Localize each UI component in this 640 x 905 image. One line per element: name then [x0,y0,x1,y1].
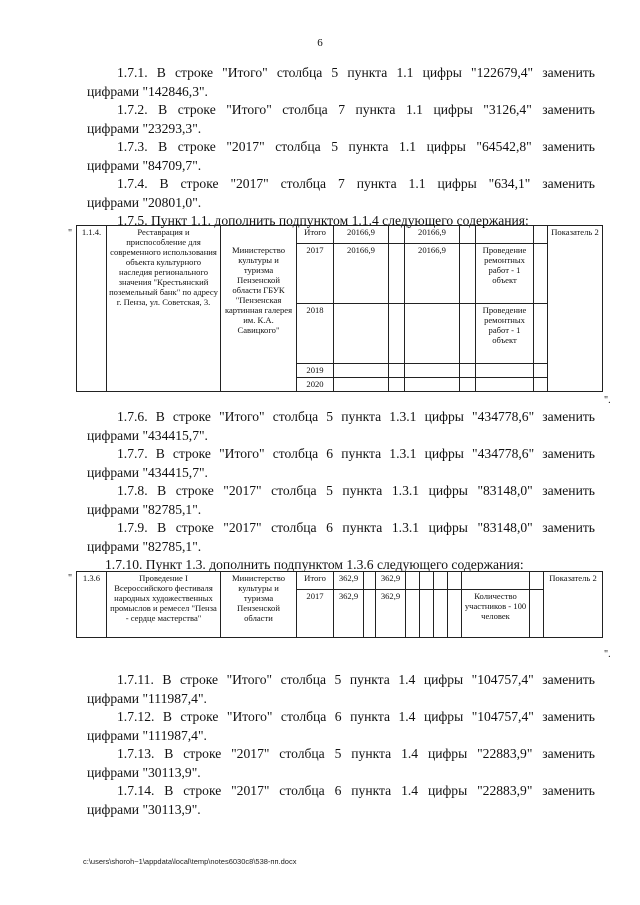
table-cell [534,226,548,244]
table-cell [460,304,476,364]
table-cell-indicator: Показатель 2 [548,226,603,392]
open-quote: " [68,573,73,584]
table-cell-total: 362,9 [334,572,364,590]
amendments-block-b [87,408,595,575]
amendment-line: 1.7.9. В строке "2017" столбца 6 пункта 1.3.1 цифры "83148,0" заменить [117,520,595,535]
table-cell-year: Итого [297,226,334,244]
amendment-line: 1.7.1. В строке "Итого" столбца 5 пункта 1.1 цифры "122679,4" заменить [117,65,595,80]
table-cell [389,304,405,364]
amendment-line: цифрами "84709,7". [87,157,202,173]
table-cell-total: 20166,9 [334,226,389,244]
table-cell-total: 362,9 [334,590,364,638]
close-quote: ". [604,649,611,660]
amendment-line: 1.7.4. В строке "2017" столбца 7 пункта 1.1 цифры "634,1" заменить [117,176,595,191]
table-cell-year: 2017 [297,590,334,638]
table-cell-total [334,304,389,364]
table-cell-year: 2018 [297,304,334,364]
table-cell [434,572,448,590]
table-cell [406,572,420,590]
amendment-line: цифрами "142846,3". [87,83,208,99]
table-cell [389,226,405,244]
amendment-line: 1.7.12. В строке "Итого" столбца 6 пункта 1.4 цифры "104757,4" заменить [117,709,595,724]
table-cell-year: Итого [297,572,334,590]
table-cell-value: 20166,9 [405,244,460,304]
table-cell-num: 1.3.6 [77,572,107,638]
subitem-table-1-1-4 [76,225,603,392]
table-cell-num: 1.1.4. [77,226,107,392]
table-cell [364,572,376,590]
page-number: 6 [317,37,323,49]
table-cell [476,378,534,392]
table-cell [221,226,297,244]
table-cell [405,378,460,392]
table-cell-total: 20166,9 [334,244,389,304]
table-cell-result: Количество участников - 100 человек [462,590,530,638]
table-cell [389,364,405,378]
amendment-line: 1.7.13. В строке "2017" столбца 5 пункта 1.4 цифры "22883,9" заменить [117,746,595,761]
amendment-line: 1.7.8. В строке "2017" столбца 5 пункта 1.3.1 цифры "83148,0" заменить [117,483,595,498]
table-cell-value [405,304,460,364]
amendment-line: 1.7.14. В строке "2017" столбца 6 пункта 1.4 цифры "22883,9" заменить [117,783,595,798]
table-cell-name: Реставрация и приспособление для современного использования объекта культурного наследия регионального значения "Крестьянский поземельный банк" по адресу г. Пенза, ул. Советская, 3. [107,226,221,392]
table-cell-year: 2017 [297,244,334,304]
table-cell [420,590,434,638]
table-cell [334,378,389,392]
amendment-line: цифрами "30113,9". [87,764,201,780]
table-cell [448,572,462,590]
amendment-line: 1.7.2. В строке "Итого" столбца 7 пункта 1.1 цифры "3126,4" заменить [117,102,595,117]
table-cell [530,590,544,638]
table-cell [389,378,405,392]
table-cell [460,364,476,378]
amendment-line: цифрами "30113,9". [87,801,201,817]
amendment-line: 1.7.5. Пункт 1.1. дополнить подпунктом 1.1.4 следующего содержания: [117,213,529,228]
table-cell [534,304,548,364]
table-cell-year: 2019 [297,364,334,378]
amendment-line: цифрами "82785,1". [87,501,202,517]
amendment-line: 1.7.11. В строке "Итого" столбца 5 пункта 1.4 цифры "104757,4" заменить [117,672,595,687]
amendment-line: цифрами "434415,7". [87,464,208,480]
table-cell [364,590,376,638]
table-cell-value: 362,9 [376,572,406,590]
amendment-line: цифрами "82785,1". [87,538,202,554]
open-quote: " [68,228,73,239]
amendment-line: 1.7.3. В строке "2017" столбца 5 пункта 1.1 цифры "64542,8" заменить [117,139,595,154]
subitem-table-1-3-6 [76,571,603,638]
table-cell-indicator: Показатель 2 [544,572,603,638]
table-cell [334,364,389,378]
amendments-block-c [87,671,595,819]
amendment-line: цифрами "111987,4". [87,690,207,706]
table-cell-executor: Министерство культуры и туризма Пензенской области [221,572,297,638]
table-cell [406,590,420,638]
table-cell [420,572,434,590]
amendment-line: 1.7.6. В строке "Итого" столбца 5 пункта 1.3.1 цифры "434778,6" заменить [117,409,595,424]
close-quote: ". [604,395,611,406]
table-cell-result: Проведение ремонтных работ - 1 объект [476,304,534,364]
amendment-line: цифрами "111987,4". [87,727,207,743]
table-cell [389,244,405,304]
amendment-line: цифрами "434415,7". [87,427,208,443]
table-cell-value: 20166,9 [405,226,460,244]
amendments-block-a [87,64,595,231]
table-cell-value: 362,9 [376,590,406,638]
amendment-line: 1.7.7. В строке "Итого" столбца 6 пункта 1.3.1 цифры "434778,6" заменить [117,446,595,461]
table-cell-executor: Министерство культуры и туризма Пензенской области ГБУК "Пензенская картинная галерея им. К.А. Савицкого" [221,244,297,392]
table-cell [534,244,548,304]
table-cell-result: Проведение ремонтных работ - 1 объект [476,244,534,304]
file-path-footer: c:\users\shoroh~1\appdata\local\temp\notes6030c8\538-пп.docx [83,857,297,866]
amendment-line: цифрами "20801,0". [87,194,202,210]
table-cell [462,572,530,590]
table-cell [460,244,476,304]
table-cell [460,378,476,392]
table-cell [530,572,544,590]
table-cell [405,364,460,378]
table-cell [434,590,448,638]
amendment-line: цифрами "23293,3". [87,120,202,136]
table-cell [534,378,548,392]
table-cell [476,364,534,378]
table-cell-name: Проведение I Всероссийского фестиваля народных художественных промыслов и ремесел "Пенза - сердце мастерства" [107,572,221,638]
table-cell [448,590,462,638]
table-cell-year: 2020 [297,378,334,392]
table-cell [534,364,548,378]
amendment-line: 1.7.10. Пункт 1.3. дополнить подпунктом 1.3.6 следующего содержания: [105,557,524,572]
table-cell [460,226,476,244]
table-cell [476,226,534,244]
